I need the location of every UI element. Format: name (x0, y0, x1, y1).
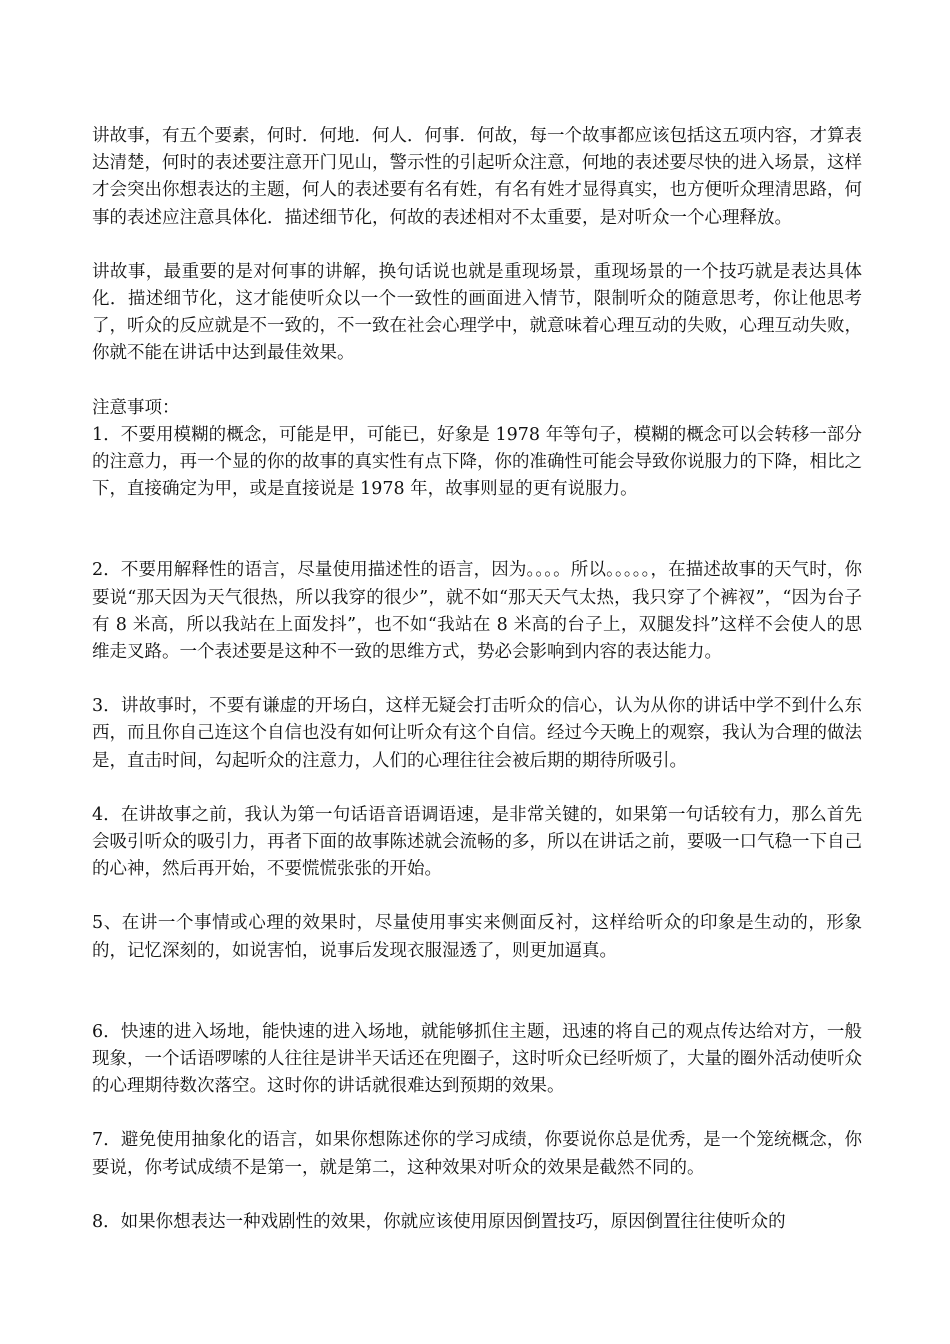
paragraph-spacer (92, 1100, 862, 1127)
note-item-6: 6．快速的进入场地，能快速的进入场地，就能够抓住主题，迅速的将自己的观点传达给对方，一般现象，一个话语啰嗦的人往往是讲半天话还在兜圈子，这时听众已经听烦了，大量的圈外活动使听众的心理期待数次落空。这时你的讲话就很难达到预期的效果。 (92, 1021, 862, 1097)
paragraph-spacer (92, 503, 862, 557)
paragraph-spacer (92, 775, 862, 802)
paragraph-spacer (92, 666, 862, 693)
note-item-4: 4．在讲故事之前，我认为第一句话语音语调语速，是非常关键的，如果第一句话较有力，那么首先会吸引听众的吸引力，再者下面的故事陈述就会流畅的多，所以在讲话之前，要吸一口气稳一下自己的心神，然后再开始，不要慌慌张张的开始。 (92, 804, 862, 880)
paragraph-five-elements: 讲故事，有五个要素，何时．何地．何人．何事．何故，每一个故事都应该包括这五项内容，才算表达清楚，何时的表述要注意开门见山，警示性的引起听众注意，何地的表述要尽快的进入场景，这样才会突出你想表达的主题，何人的表述要有名有姓，有名有姓才显得真实，也方便听众理清思路，何事的表述应注意具体化．描述细节化，何故的表述相对不太重要，是对听众一个心理释放。 (92, 126, 862, 228)
paragraph-spacer (92, 368, 862, 395)
note-item-1: 1．不要用模糊的概念，可能是甲，可能已，好象是 1978 年等句子，模糊的概念可以会转移一部分的注意力，再一个显的你的故事的真实性有点下降，你的准确性可能会导致你说服力的下降，相比之下，直接确定为甲，或是直接说是 1978 年，故事则显的更有说服力。 (92, 424, 862, 500)
note-item-5: 5、在讲一个事情或心理的效果时，尽量使用事实来侧面反衬，这样给听众的印象是生动的，形象的，记忆深刻的，如说害怕，说事后发现衣服湿透了，则更加逼真。 (92, 913, 862, 961)
document-page (92, 123, 862, 1236)
notes-heading: 注意事项： (92, 397, 180, 418)
note-item-3: 3．讲故事时，不要有谦虚的开场白，这样无疑会打击听众的信心，认为从你的讲话中学不到什么东西，而且你自己连这个自信也没有如何让听众有这个自信。经过今天晚上的观察，我认为合理的做法是，直击时间，勾起听众的注意力，人们的心理往往会被后期的期待所吸引。 (92, 696, 862, 771)
note-item-8: 8．如果你想表达一种戏剧性的效果，你就应该使用原因倒置技巧，原因倒置往往使听众的 (92, 1211, 786, 1232)
paragraph-spacer (92, 1182, 862, 1209)
paragraph-what-happened: 讲故事，最重要的是对何事的讲解，换句话说也就是重现场景，重现场景的一个技巧就是表达具体化．描述细节化，这才能使听众以一个一致性的画面进入情节，限制听众的随意思考，你让他思考了，听众的反应就是不一致的，不一致在社会心理学中，就意味着心理互动的失败，心理互动失败，你就不能在讲话中达到最佳效果。 (92, 261, 862, 364)
paragraph-spacer (92, 232, 862, 259)
note-item-7: 7．避免使用抽象化的语言，如果你想陈述你的学习成绩，你要说你总是优秀，是一个笼统概念，你要说，你考试成绩不是第一，就是第二，这种效果对听众的效果是截然不同的。 (92, 1130, 862, 1178)
paragraph-spacer (92, 965, 862, 1019)
paragraph-spacer (92, 883, 862, 910)
note-item-2: 2．不要用解释性的语言，尽量使用描述性的语言，因为。。。。所以。。。。。，在描述故事的天气时，你要说“那天因为天气很热，所以我穿的很少”，就不如“那天天气太热，我只穿了个裤衩”，“因为台子有 8 米高，所以我站在上面发抖”，也不如“我站在 8 米高的台子上，双腿发抖”这样不会使人的思维走叉路。一个表述要是这种不一致的思维方式，势必会影响到内容的表达能力。 (92, 560, 862, 663)
